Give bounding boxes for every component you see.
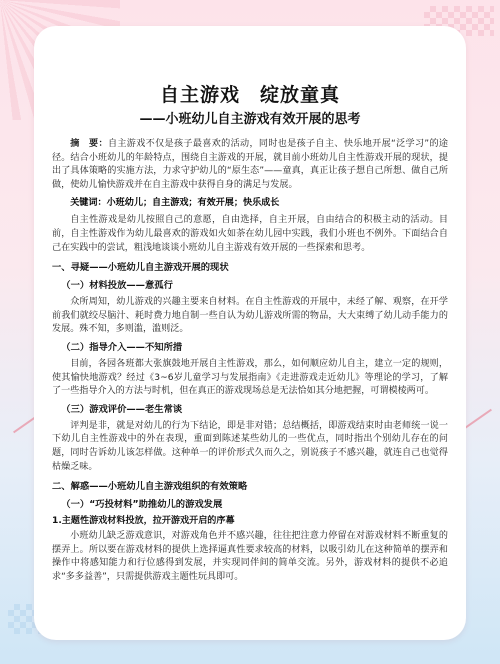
abstract-paragraph [52, 138, 448, 192]
subsection-heading: （三）游戏评价——老生常谈 [61, 403, 183, 415]
section-heading: 二、解惑——小班幼儿自主游戏组织的有效策略 [52, 481, 248, 493]
abstract-label: 摘 要： [70, 139, 108, 149]
abstract-text: 自主游戏不仅是孩子最喜欢的活动，同时也是孩子自主、快乐地开展“泛学习”的途径。结合小班幼儿的年龄特点，围绕自主游戏的开展，就目前小班幼儿自主性游戏开展的现状，提出了具体策略的实施方法，力求守护幼儿的“原生态”——童真，真正让孩子想自己所想、做自己所做，使幼儿愉快游戏并在自主游戏中获得自身的满足与发展。 [52, 139, 448, 190]
page-title: 自主游戏 绽放童真 [159, 84, 340, 106]
section-heading: 一、寻疑——小班幼儿自主游戏开展的现状 [52, 262, 229, 274]
page-subtitle: ——小班幼儿自主游戏有效开展的思考 [139, 112, 361, 127]
subsection-heading: （一）材料投放——意孤行 [61, 280, 173, 292]
keywords: 关键词：小班幼儿；自主游戏；有效开展；快乐成长 [70, 198, 280, 209]
body-paragraph: 众所周知，幼儿游戏的兴趣主要来自材料。在自主性游戏的开展中，未经了解、观察，在开学前我们就绞尽脑汁、耗时费力地自制一些自认为幼儿游戏所需的物品，大大束缚了幼儿动手能力的发展。殊不知，多则滥，滥则泛。 [52, 297, 448, 335]
body-paragraph: 评判是非，就是对幼儿的行为下结论，即是非对错；总结概括，即游戏结束时由老师统一说一下幼儿自主性游戏中的外在表现，重面到陈述某些幼儿的一些优点，同时指出个别幼儿存在的问题，同时告诉幼儿该怎样做。这种单一的评价形式久而久之，别说孩子不感兴趣，就连自己也觉得枯燥乏味。 [52, 420, 448, 472]
document-page [34, 26, 466, 640]
intro-paragraph: 自主性游戏是幼儿按照自己的意愿，自由选择，自主开展，自由结合的积极主动的活动。目前，自主性游戏作为幼儿最喜欢的游戏如火如荼在幼儿园中实践，我们小班也不例外。下面结合自己在实践中的尝试，粗浅地谈谈小班幼儿自主游戏有效开展的一些探索和思考。 [52, 215, 448, 253]
subsection-heading: （二）指导介入——不知所措 [61, 341, 183, 353]
body-paragraph: 小班幼儿缺乏游戏意识，对游戏角色并不感兴趣，往往把注意力停留在对游戏材料不断重复的摆弄上。所以要在游戏材料的提供上选择逼真性要求较高的材料，以吸引幼儿在这种简单的摆弄和操作中将感知能力和行位感得到发展，并实现同伴间的简单交流。另外，游戏材料的提供不必追求“多多益善”，只需提供游戏主题性玩具即可。 [52, 531, 448, 582]
subsection-heading: （一）“巧投材料”助推幼儿的游戏发展 [61, 499, 223, 511]
point-heading: 1.主题性游戏材料投放，拉开游戏开启的序幕 [52, 516, 235, 527]
body-paragraph: 目前，各园各班都大张旗鼓地开展自主性游戏，那么，如何顺应幼儿自主，建立一定的规则，使其愉快地游戏？经过《3~6岁儿童学习与发展指南》《走进游戏走近幼儿》等理论的学习，了解了一些指导介入的方法与时机，但在真正的游戏现场总是无法恰如其分地把握，可谓模棱两可。 [52, 358, 448, 397]
